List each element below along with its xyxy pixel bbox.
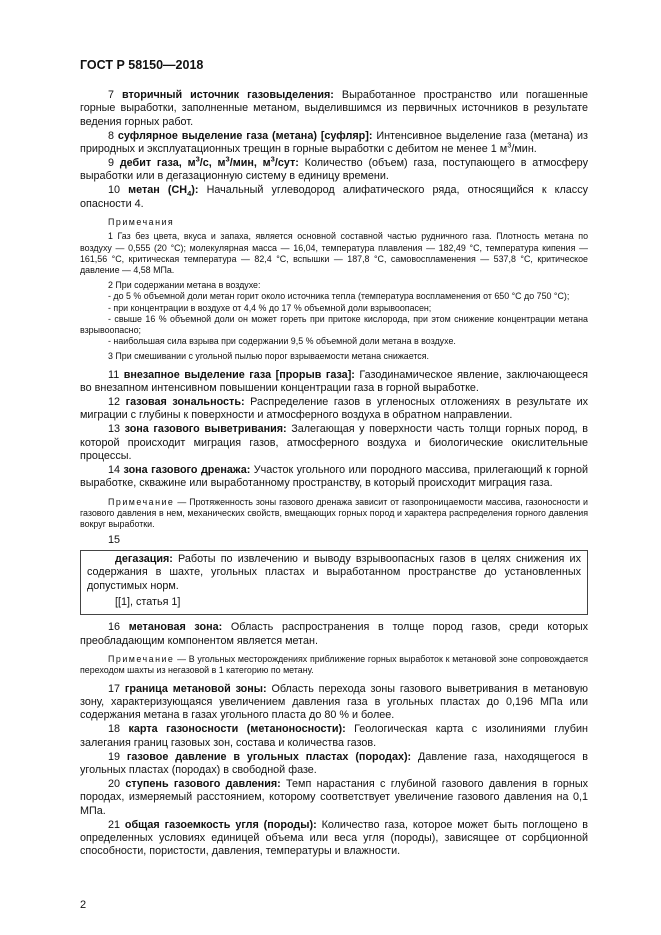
note-2-item: - свыше 16 % объемной доли он может гореть при притоке кислорода, при этом снижение концентрации метана взрывоопасно;	[80, 313, 588, 335]
term-title: вторичный источник газовыделения:	[122, 89, 334, 101]
term-title: дебит газа, $м^3/с$, $м^3$/мин, $м^3$/сут:	[119, 154, 299, 170]
term-15: дегазация: Работы по извлечению и выводу взрывоопасных газов в целях снижения их содержания в шахте, угольных пластах и выработанном пространстве до установленных допустимых норм.	[87, 552, 581, 592]
term-12: 12 газовая зональность: Распределение газов в угленосных отложениях в результате их миграции с глубины к поверхности и атмосферного воздуха в обратном направлении.	[80, 395, 588, 422]
term-16: 16 метановая зона: Область распространения в толще пород газов, среди которых преобладающим компонентом является метан.	[80, 621, 588, 647]
note-16: Примечание — В угольных месторождениях приближение горных выработок к метановой зоне сопровождается переходом шахты из негазовой в 1 категорию по метану.	[80, 654, 588, 676]
term-7: 7 вторичный источник газовыделения: Выработанное пространство или погашенные горные выработки, заполненные метаном, выделившимся из первичных источников в результате ведения горных работ.	[80, 89, 588, 128]
note-2-item: - при концентрации в воздухе от 4,4 % до 17 % объемной доли взрывоопасен;	[108, 302, 432, 313]
term-21: 21 общая газоемкость угля (породы): Количество газа, которое может быть поглощено в определенных условиях единицей объема или веса угля (породы), зависящее от сорбционной способности, пористости, давления, температуры и влажности.	[80, 818, 589, 858]
term-15-number: 15	[108, 534, 121, 547]
term-14: 14 зона газового дренажа: Участок угольного или породного массива, прилегающий к горной выработке, скважине или выработанному пространству, в который происходит миграция газа.	[80, 463, 589, 490]
term-title: карта газоносности (метаноносности):	[128, 723, 346, 736]
note-1: 1 Газ без цвета, вкуса и запаха, является основной составной частью рудничного газа. Плотность метана по воздуху — 0,555 (20 °С); молекулярная масса — 16,04, температура плавления — 182,49 °С, температура кипения — 161,56 °С, критическая температура — 82,4 °С, вспышки — 187,8 °С, самовоспламенения — 537,8 °С, критическое давление — 4,58 МПа.	[80, 231, 588, 275]
document-body	[80, 89, 588, 859]
term-15-reference: [[1], статья 1]	[115, 595, 181, 608]
note-2-item: - до 5 % объемной доли метан горит около источника тепла (температура воспламенения от 650 °С до 750 °С);	[108, 291, 570, 302]
term-8: 8 суфлярное выделение газа (метана) [суфляр]: Интенсивное выделение газа (метана) из природных и эксплуатационных трещин в горные выработки с дебитом не менее 1 $м^3$/мин.	[80, 129, 588, 156]
term-title: газовое давление в угольных пластах (породах):	[126, 750, 412, 763]
term-title: зона газового выветривания:	[124, 423, 287, 436]
term-title: метановая зона:	[128, 621, 223, 634]
term-title: дегазация:	[115, 552, 173, 565]
term-title: зона газового дренажа:	[123, 463, 251, 476]
term-19: 19 газовое давление в угольных пластах (породах): Давление газа, находящегося в угольных пластах (породах) в свободной фазе.	[80, 750, 588, 777]
running-header: ГОСТ Р 58150—2018	[80, 58, 204, 72]
term-title: внезапное выделение газа [прорыв газа]:	[123, 368, 355, 381]
note-2-intro: 2 При содержании метана в воздухе:	[108, 280, 261, 291]
term-title: ступень газового давления:	[125, 777, 281, 790]
term-11: 11 внезапное выделение газа [прорыв газа]: Газодинамическое явление, заключающееся во внезапном интенсивном повышении концентрации газа в горной выработке.	[80, 368, 588, 394]
term-10: 10 метан $(CH_4)$: Начальный углеводород алифатического ряда, относящийся к классу опасности 4.	[80, 184, 588, 210]
term-15-box	[80, 550, 588, 616]
notes-label: Примечания	[108, 217, 175, 228]
term-title: метан $(CH_4)$:	[128, 184, 199, 199]
note-2-item: - наибольшая сила взрыва при содержании 9,5 % объемной доли метана в воздухе.	[108, 336, 456, 347]
term-20: 20 ступень газового давления: Темп нарастания с глубиной газового давления в горных породах, измеряемый расстоянием, которому соответствует увеличение газового давления на 0,1 МПа.	[80, 777, 588, 817]
page-number: 2	[80, 899, 87, 911]
note-3: 3 При смешивании с угольной пылью порог взрываемости метана снижается.	[108, 351, 430, 362]
term-title: общая газоемкость угля (породы):	[124, 818, 317, 831]
note-14: Примечание — Протяженность зоны газового дренажа зависит от газопроницаемости массива, газоносности и газового давления в нем, механических свойств, вмещающих горных пород и характера распределения горного давления вокруг выработки.	[80, 496, 588, 530]
term-13: 13 зона газового выветривания: Залегающая у поверхности часть толщи горных пород, в которой происходит миграция газов, атмосферного воздуха и биологические окислительные процессы.	[80, 423, 588, 463]
term-9: 9 дебит газа, $м^3/с$, $м^3$/мин, $м^3$/сут: Количество (объем) газа, поступающего в атмосферу выработки или в дегазационную систему в единицу времени.	[80, 154, 588, 183]
term-title: газовая зональность:	[125, 395, 245, 408]
term-18: 18 карта газоносности (метаноносности): Геологическая карта с изолиниями глубин залегания границ газовых зон, состава и количества газов.	[80, 723, 588, 749]
term-title: суфлярное выделение газа (метана) [суфляр]:	[117, 129, 373, 142]
term-17: 17 граница метановой зоны: Область перехода зоны газового выветривания в метановую зону, характеризующаяся увеличением давления газа в угольных пластах до 0,196 МПа или содержания метана в газах угольного пласта до 80 % и более.	[80, 682, 588, 722]
term-title: граница метановой зоны:	[124, 682, 267, 695]
